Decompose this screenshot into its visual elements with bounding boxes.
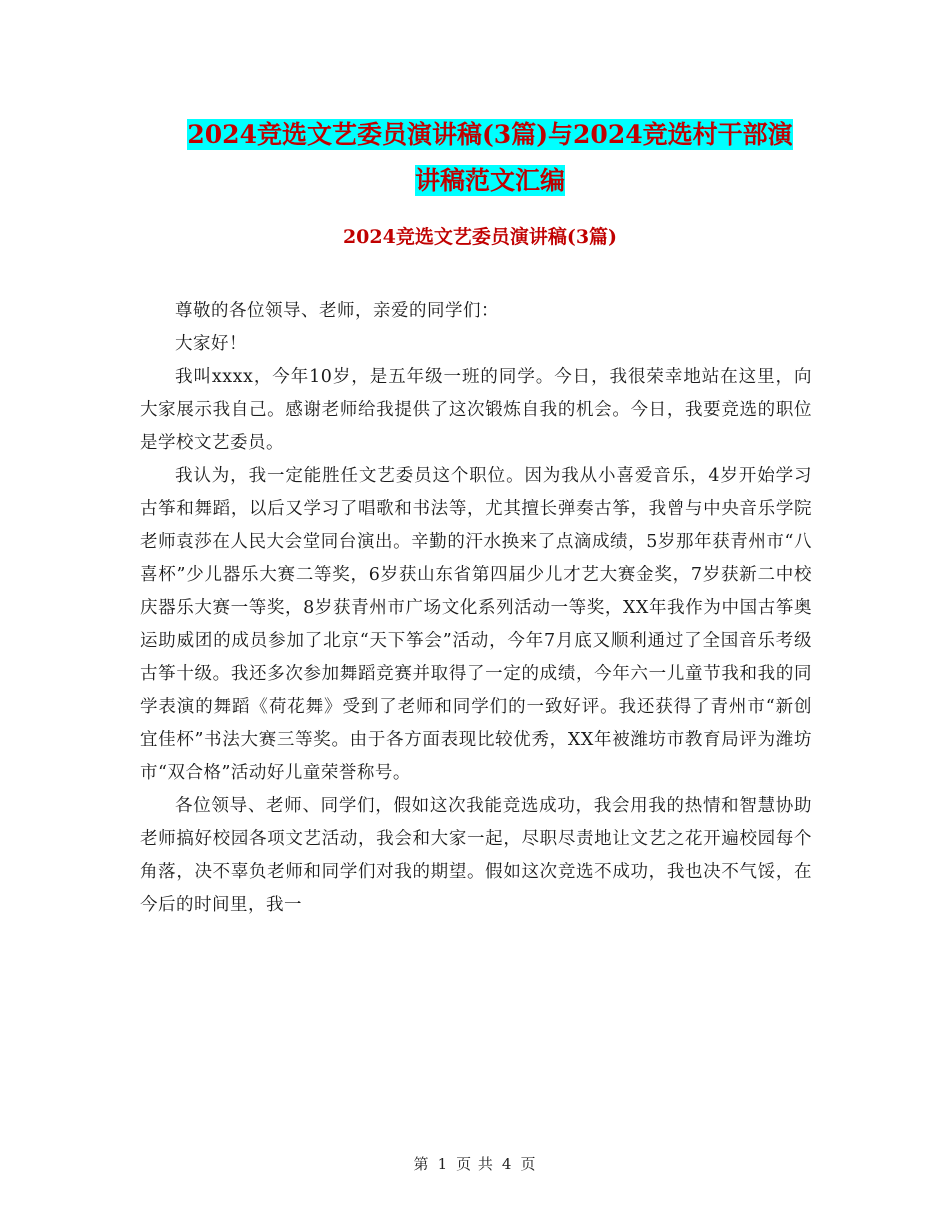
speech-body (140, 295, 812, 922)
document-title-line-1: 2024竞选文艺委员演讲稿(3篇)与2024竞选村干部演 (187, 120, 793, 149)
paragraph-introduction: 我叫xxxx，今年10岁，是五年级一班的同学。今日，我很荣幸地站在这里，向大家展示我自己。感谢老师给我提供了这次锻炼自我的机会。今日，我要竞选的职位是学校文艺委员。 (140, 367, 812, 453)
page-footer (0, 1153, 950, 1174)
footer-suffix: 页 (520, 1155, 537, 1173)
document-title (140, 112, 840, 204)
paragraph-greeting: 大家好！ (175, 334, 247, 354)
paragraph-commitment: 各位领导、老师、同学们，假如这次我能竞选成功，我会用我的热情和智慧协助老师搞好校园各项文艺活动，我会和大家一起，尽职尽责地让文艺之花开遍校园每个角落，决不辜负老师和同学们对我的期望。假如这次竞选不成功，我也决不气馁，在今后的时间里，我一 (140, 796, 812, 915)
footer-total-pages: 4 (501, 1155, 513, 1173)
footer-page-number: 1 (437, 1155, 449, 1173)
document-title-line-2: 讲稿范文汇编 (414, 166, 565, 195)
footer-middle: 页 共 (456, 1155, 494, 1173)
section-subtitle: 2024竞选文艺委员演讲稿(3篇) (342, 226, 618, 248)
footer-prefix: 第 (413, 1155, 430, 1173)
paragraph-salutation: 尊敬的各位领导、老师，亲爱的同学们： (175, 301, 499, 321)
paragraph-qualifications: 我认为，我一定能胜任文艺委员这个职位。因为我从小喜爱音乐，4岁开始学习古筝和舞蹈，以后又学习了唱歌和书法等，尤其擅长弹奏古筝，我曾与中央音乐学院老师袁莎在人民大会堂同台演出。辛勤的汗水换来了点滴成绩，5岁那年获青州市“八喜杯”少儿器乐大赛二等奖，6岁获山东省第四届少儿才艺大赛金奖，7岁获新二中校庆器乐大赛一等奖，8岁获青州市广场文化系列活动一等奖，XX年我作为中国古筝奥运助威团的成员参加了北京“天下筝会”活动，今年7月底又顺利通过了全国音乐考级古筝十级。我还多次参加舞蹈竞赛并取得了一定的成绩，今年六一儿童节我和我的同学表演的舞蹈《荷花舞》受到了老师和同学们的一致好评。我还获得了青州市“新创宜佳杯”书法大赛三等奖。由于各方面表现比较优秀，XX年被潍坊市教育局评为潍坊市“双合格”活动好儿童荣誉称号。 (140, 466, 812, 783)
